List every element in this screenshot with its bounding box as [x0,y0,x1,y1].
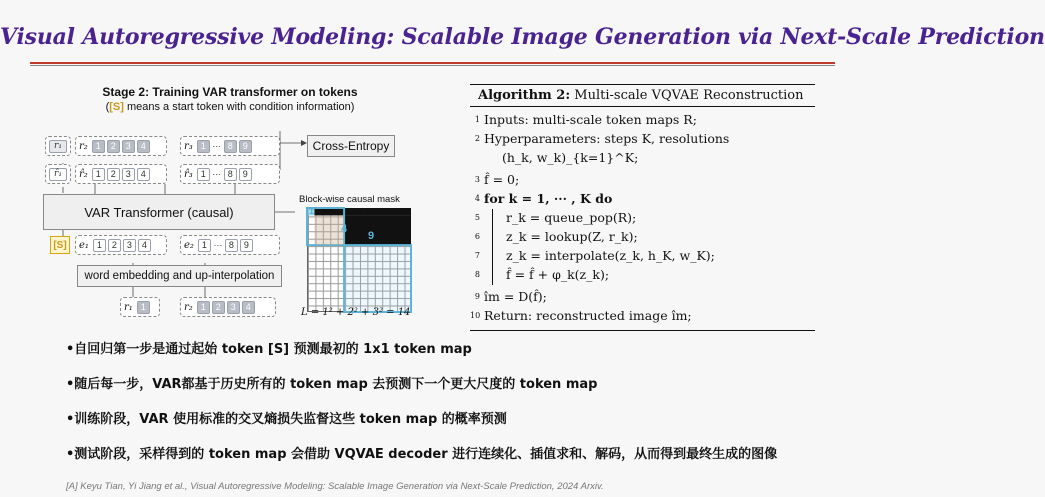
e2-label: e₂ [184,239,194,251]
r2-group [75,136,167,156]
rhat1-label: r̂₁ [54,169,62,179]
mask-label-1: 1 [309,206,315,216]
line-number: 2 [474,134,480,143]
line-text: (h_k, w_k)_{k=1}^K; [502,150,639,165]
token: 4 [242,301,255,314]
line-number: 9 [474,292,480,301]
e2-group [180,235,280,255]
token: 4 [137,140,150,153]
token: 4 [137,168,150,181]
indent-bar [492,266,493,285]
line-number: 8 [474,270,480,279]
slide-title: Visual Autoregressive Modeling: Scalable Image Generation via Next-Scale Prediction [0,24,1045,50]
algorithm-title [470,84,815,107]
token: 9 [239,140,252,153]
token: 1 [137,301,150,314]
r1-label: r₁ [54,141,62,151]
token: 1 [197,168,210,181]
token: 1 [197,140,210,153]
start-token-label: [S] [109,101,124,113]
rhat3-group [180,164,280,184]
token: 3 [122,140,135,153]
rhat1-group [45,164,71,184]
word-embedding-box: word embedding and up-interpolation [77,265,282,287]
algorithm-line [470,130,815,149]
cross-entropy-box: Cross-Entropy [307,135,395,157]
bullet-2: •随后每一步，VAR都基于历史所有的 token map 去预测下一个更大尺度的 token map [66,377,598,392]
indent-bar [492,247,493,266]
line-number: 7 [474,251,480,260]
ellipsis: ··· [213,240,223,250]
title-underline [30,62,835,64]
stage-title: Stage 2: Training VAR transformer on tokens [102,85,358,99]
token: 8 [224,140,237,153]
line-text: f̂ = f̂ + φ_k(z_k); [506,267,610,282]
var-figure [35,78,460,328]
start-token: [S] [50,236,70,254]
r1-group [45,136,71,156]
algorithm-line [470,266,815,288]
r3-label: r₃ [184,140,193,152]
token: 3 [122,168,135,181]
line-number: 1 [474,115,480,124]
causal-mask-overlay [307,208,411,312]
line-number: 4 [474,194,480,203]
var-transformer-box: VAR Transformer (causal) [43,194,275,230]
line-number: 5 [474,213,480,222]
line-text: Return: reconstructed image îm; [484,308,692,323]
title-underline-thin [30,65,835,66]
line-number: 6 [474,232,480,241]
token: 1 [92,168,105,181]
mask-label-9: 9 [368,230,375,242]
algorithm-title-bold: Algorithm 2: [478,88,571,103]
bullet-1: •自回归第一步是通过起始 token [S] 预测最初的 1x1 token map [66,342,472,357]
token: 2 [107,168,120,181]
token: 4 [138,239,151,252]
e1-group [75,235,167,255]
algorithm-line [470,247,815,266]
rhat3-label: r̂₃ [184,168,193,180]
algorithm-line [470,190,815,209]
token: 1 [92,140,105,153]
ellipsis: ··· [212,141,222,151]
line-text: Hyperparameters: steps K, resolutions [484,131,730,146]
token: 9 [239,168,252,181]
rhat2-group [75,164,167,184]
rhat2-label: r̂₂ [79,168,88,180]
token: 1 [197,301,210,314]
rhat1-token [49,168,67,181]
line-number: 3 [474,175,480,184]
line-text: z_k = interpolate(z_k, h_K, w_K); [506,248,715,263]
r2-input-group [180,297,276,317]
r1-input-group [120,297,160,317]
line-text: f̂ = 0; [484,172,520,187]
algorithm-line [470,228,815,247]
token: 8 [224,168,237,181]
token: 3 [123,239,136,252]
r1-label: r₁ [124,301,133,313]
r2-label: r₂ [79,140,88,152]
mask-title: Block-wise causal mask [299,194,400,205]
line-text: îm = D(f̂); [484,289,547,304]
bullet-3: •训练阶段，VAR 使用标准的交叉熵损失监督这些 token map 的概率预测 [66,412,507,427]
indent-bar [492,209,493,228]
token: 3 [227,301,240,314]
token: 2 [212,301,225,314]
algorithm-line [470,288,815,307]
line-number: 10 [470,311,481,320]
token: 8 [225,239,238,252]
token: 1 [93,239,106,252]
paren: ( [105,101,110,113]
r2-label: r₂ [184,301,193,313]
token: 2 [107,140,120,153]
token: 1 [198,239,211,252]
algorithm-line [470,307,815,326]
algorithm-line [470,171,815,190]
mask-label-4: 4 [341,223,348,235]
algorithm-box [470,84,815,331]
r3-group [180,136,280,156]
algorithm-body [470,107,815,331]
line-text: z_k = lookup(Z, r_k); [506,229,638,244]
bullet-4: •测试阶段，采样得到的 token map 会借助 VQVAE decoder 进行连续化、插值求和、解码，从而得到最终生成的图像 [66,447,778,462]
algorithm-title-text: Multi-scale VQVAE Reconstruction [570,88,804,103]
indent-bar [492,228,493,247]
line-text: r_k = queue_pop(R); [506,210,637,225]
r1-token [49,140,67,153]
reference: [A] Keyu Tian, Yi Jiang et al., Visual Autoregressive Modeling: Scalable Image Generation via Next-Scale Prediction, 2024 Arxiv. [66,481,604,492]
line-text: Inputs: multi-scale token maps R; [484,112,697,127]
mask-equation: L = 1² + 2² + 3² = 14 [301,307,411,318]
algorithm-line [470,149,815,171]
e1-label: e₁ [79,239,89,251]
algorithm-line [470,209,815,228]
ellipsis: ··· [212,169,222,179]
algorithm-line [470,111,815,130]
stage-subtitle-text: means a start token with condition information) [123,101,355,113]
token: 9 [240,239,253,252]
token: 2 [108,239,121,252]
line-text: for k = 1, ··· , K do [484,191,613,206]
